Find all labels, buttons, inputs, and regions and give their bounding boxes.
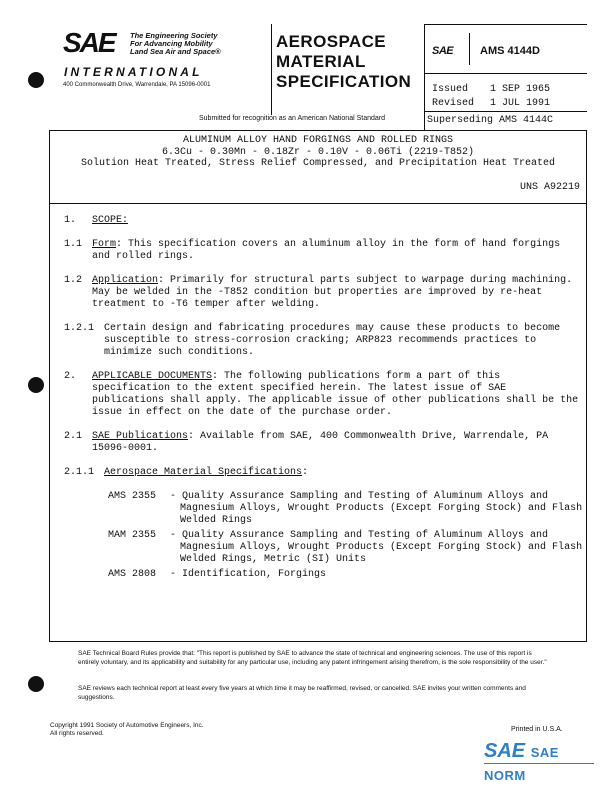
- sae-address: 400 Commonwealth Drive, Warrendale, PA 15096-0001: [63, 82, 211, 88]
- section-1-1: 1.1 Form: This specification covers an aluminum alloy in the form of hand forgings and rolled rings.: [64, 239, 561, 262]
- sae-norm-watermark: SAE SAE NORM: [484, 740, 559, 783]
- section-2-1: 2.1 SAE Publications: Available from SAE, 400 Commonwealth Drive, Warrendale, PA 15096-0001.: [64, 431, 549, 454]
- watermark-underline: [484, 763, 594, 764]
- specification-text: [64, 215, 584, 584]
- section-1-2: 1.2 Application: Primarily for structural parts subject to warpage during machining. May be welded in the -T852 condition but properties are improved by re-heat treatment to -T6 temper after welding.: [64, 275, 573, 310]
- subject-block: [50, 135, 586, 170]
- spec-list-item: AMS 2355 - Quality Assurance Sampling and Testing of Aluminum Alloys and Magnesium Alloys, Wrought Products (Except Forging Stock) and Flash Welded Rings: [108, 491, 583, 526]
- specification-body-frame: [49, 130, 587, 642]
- id-box-rule: [424, 73, 587, 74]
- id-box-separator: [469, 33, 470, 65]
- header-divider: [271, 24, 272, 115]
- sae-logo: SAE: [63, 27, 115, 58]
- spec-list-item: AMS 2808 - Identification, Forgings: [108, 569, 327, 580]
- issue-dates: [432, 83, 550, 111]
- document-type-title: AEROSPACE MATERIAL SPECIFICATION: [276, 32, 412, 91]
- id-box-rule-2: [424, 111, 587, 112]
- copyright-notice: Copyright 1991 Society of Automotive Engineers, Inc. All rights reserved.: [50, 722, 204, 737]
- issued-row: Issued 1 SEP 1965: [432, 84, 551, 95]
- document-header: [49, 24, 587, 130]
- section-2: 2. APPLICABLE DOCUMENTS: The following publications form a part of this specification to the extent specified herein. The latest issue of SAE publications shall apply. The applicable issue of other publications shall be the issue in effect on the date of the purchase order.: [64, 371, 579, 418]
- subject-composition: 6.3Cu - 0.30Mn - 0.18Zr - 0.10V - 0.06Ti (2219-T852): [161, 146, 475, 158]
- section-1-2-1: 1.2.1 Certain design and fabricating procedures may cause these products to become susceptible to stress-corrosion cracking; ARP823 recommends practices to minimize such conditions.: [64, 323, 561, 358]
- section-1: 1. SCOPE:: [64, 215, 584, 227]
- subject-title: ALUMINUM ALLOY HAND FORGINGS AND ROLLED RINGS: [182, 135, 454, 146]
- binder-hole-top: [28, 72, 44, 88]
- document-id-box: [424, 24, 587, 130]
- sae-mini-logo: SAE: [432, 45, 454, 57]
- international-label: INTERNATIONAL: [64, 65, 203, 79]
- technical-board-rules: SAE Technical Board Rules provide that: "This report is published by SAE to advance the state of technical and engineering sciences. The use of this report is entirely voluntary, and its applicability and suitability for any particular use, including any patent infringement arising therefrom, is the sole responsibility of the user.": [78, 650, 547, 666]
- recognition-note: Submitted for recognition as an American National Standard: [199, 115, 385, 122]
- spec-list-item: MAM 2355 - Quality Assurance Sampling and Testing of Aluminum Alloys and Magnesium Alloys, Wrought Products (Except Forging Stock) and Flash Welded Rings, Metric (SI) Units: [108, 530, 583, 565]
- review-note: SAE reviews each technical report at least every five years at which time it may be reaffirmed, revised, or cancelled. SAE invites your written comments and suggestions.: [78, 685, 526, 701]
- document-number: AMS 4144D: [480, 45, 540, 57]
- sae-tagline: The Engineering Society For Advancing Mobility Land Sea Air and Space®: [130, 31, 221, 56]
- section-2-1-1: 2.1.1 Aerospace Material Specifications:: [64, 467, 309, 478]
- section-1-title: SCOPE:: [92, 215, 129, 226]
- superseding-note: Superseding AMS 4144C: [427, 115, 554, 126]
- revised-row: Revised 1 JUL 1991: [432, 98, 551, 109]
- id-box-left-border: [424, 25, 425, 131]
- binder-hole-middle: [28, 377, 44, 393]
- subject-condition: Solution Heat Treated, Stress Relief Compressed, and Precipitation Heat Treated: [80, 158, 556, 169]
- subject-rule: [50, 203, 586, 204]
- uns-number: UNS A92219: [519, 182, 580, 193]
- printed-in-usa: Printed in U.S.A.: [511, 726, 563, 733]
- binder-hole-bottom: [28, 676, 44, 692]
